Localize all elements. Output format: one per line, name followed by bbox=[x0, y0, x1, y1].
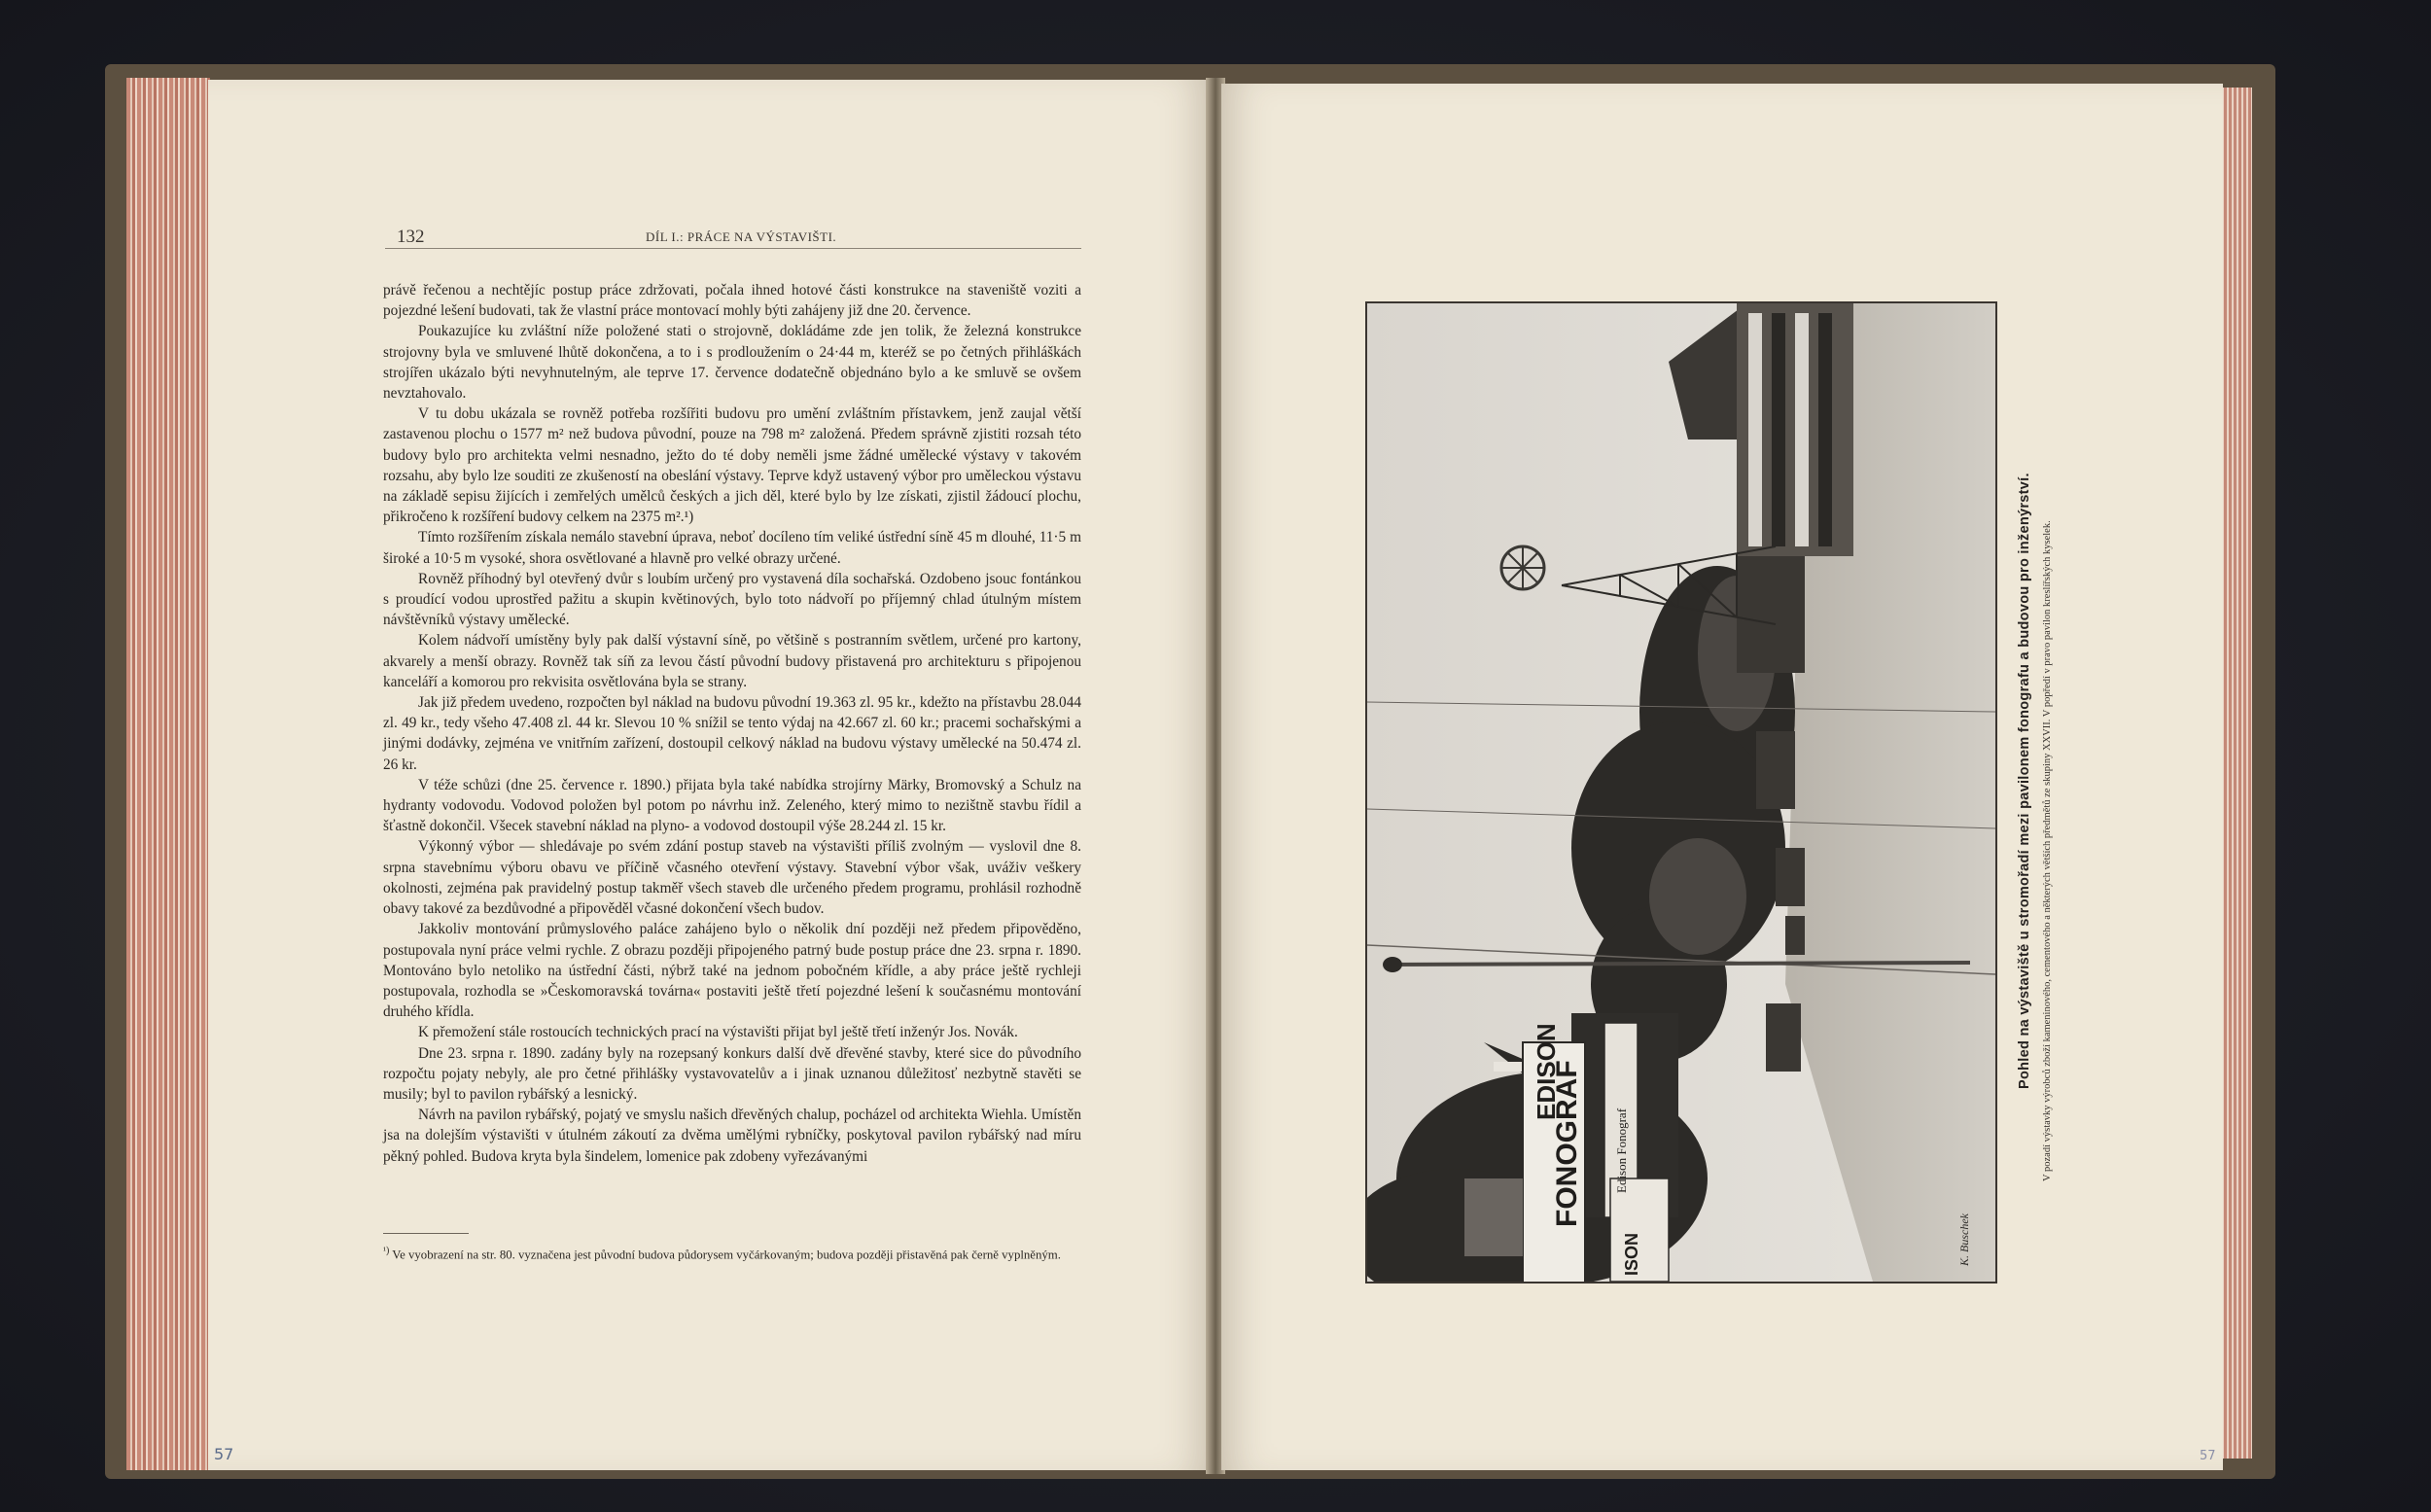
corner-pencil-mark-left: 57 bbox=[214, 1445, 234, 1463]
right-page-stack-edges bbox=[2219, 88, 2252, 1459]
fonograf-text: FONOGRAF bbox=[1551, 1060, 1583, 1227]
running-head-rule bbox=[385, 248, 1081, 249]
halftone-photograph bbox=[1365, 301, 1997, 1283]
lamp-post bbox=[1387, 963, 1970, 965]
paragraph: Rovněž příhodný byl otevřený dvůr s loubím určený pro vystavená díla sochařská. Ozdobeno jsouc fontánkou s proudící vodou uprostřed pažitu a skupin květinových, bylo toto nádvoří po příjemný chlad útulným místem návštěvníků výstavy umělecké. bbox=[383, 570, 1081, 629]
small-sign-text: Edison Fonograf bbox=[1614, 1108, 1629, 1193]
paragraph: V téže schůzi (dne 25. července r. 1890.) přijata byla také nabídka strojírny Märky, Bromovský a Schulz na hydranty vodovodu. Vodovod položen byl potom po návrhu inž. Zeleného, který mimo to nezištně stavbu řídil a šťastně dokončil. Všecek stavební náklad na plyno- a vodovod dostoupil výše 28.244 zl. 15 kr. bbox=[383, 776, 1081, 835]
footnote-marker: ¹) bbox=[383, 1246, 390, 1256]
paragraph: Výkonný výbor — shledávaje po svém zdání postup staveb na výstavišti příliš zvolným — vyslovil dne 8. srpna stavebnímu výboru obavu ve příčině včasného otevření výstavy. Stavební výbor však, uváživ veškery okolnosti, zejména pak pravidelný postup takměř všech staveb dle určeného předem programu, prohlásil rozhodně obavy takové za bezdůvodné a připověděl včasné dokončení všech budov. bbox=[383, 838, 1081, 918]
paragraph: K přemožení stále rostoucích technických prací na výstavišti přijat byl ještě třetí inženýr Jos. Novák. bbox=[418, 1024, 1018, 1041]
paragraph: právě řečenou a nechtějíc postup práce zdržovati, počala ihned hotové části konstrukce na staveniště voziti a pojezdné lešení budovati, tak že vlastní práce montovací mohly býti zahájeny již dne 20. července. bbox=[383, 282, 1081, 320]
running-title: DÍL I.: PRÁCE NA VÝSTAVIŠTI. bbox=[646, 229, 837, 244]
paragraph: Jakkoliv montování průmyslového paláce zahájeno bylo o několik dní později než předem připověděno, postupovala nyní práce velmi rychle. Z obrazu později připojeného patrný bude postup práce dne 23. srpna r. 1890. Montováno bylo netoliko na ústřední části, nýbrž také na jednom pobočném křídle, a aby práce ještě rychleji postupovala, rozhodla se »Českomoravská továrna« postaviti ještě třetí pojezdné lešení k současnému montování druhého křídla. bbox=[383, 921, 1081, 1021]
corner-pencil-mark-right: 57 bbox=[2200, 1449, 2216, 1463]
footnote bbox=[383, 1243, 1081, 1263]
paragraph: V tu dobu ukázala se rovněž potřeba rozšířiti budovu pro umění zvláštním přístavkem, jenž zaujal větší zastavenou plochu o 1577 m² než budova původní, pouze na 798 m² založená. Předem správně zjistiti rozsah této budovy bylo pro architekta velmi nesnadno, ježto do té doby neměli jsme žádné umělecké výstavy v takovém rozsahu, aby bylo lze souditi ze zkušeností na obeslání výstavy. Teprve když ustavený výbor pro uměleckou výstavu na základě sepisu žijících i zemřelých umělců českých a jich děl, které bylo by lze získati, zjistil žádoucí plochu, přikročeno k rozšíření budovy celkem na 2375 m².¹) bbox=[383, 405, 1081, 526]
paragraph: Návrh na pavilon rybářský, pojatý ve smyslu našich dřevěných chalup, pocházel od architekta Wiehla. Umístěn jsa na dolejším výstavišti v útulném zákoutí za dvěma umělými rybníčky, poskytoval pavilon rybářský nad míru pěkný pohled. Budova kryta byla šindelem, lomenice pak zdobeny vyřezávanými bbox=[383, 1107, 1081, 1165]
lower-sign-text: ISON bbox=[1622, 1232, 1641, 1276]
pennant-flag bbox=[1494, 1062, 1523, 1072]
paragraph: Dne 23. srpna r. 1890. zadány byly na rozepsaný konkurs další dvě dřevěné stavby, které sice do původního rozpočtu pojaty nebyly, ale pro četné přihlášky vystavovatelův a i jinak uznanou důležitosť nezbytně stavěti se musily; byl to pavilon rybářský a lesnický. bbox=[383, 1044, 1081, 1103]
paragraph: Jak již předem uvedeno, rozpočten byl náklad na budovu původní 19.363 zl. 95 kr., kdežto na přístavbu 28.044 zl. 49 kr., tedy všeho 47.408 zl. 44 kr. Slevou 10 % snížil se tento výdaj na 42.667 zl. 60 kr.; pracemi sochařskými a jinými dodávky, zejména ve vnitřním zařízení, dostoupil celkový náklad na budovu výstavy umělecké na 50.474 zl. 26 kr. bbox=[383, 694, 1081, 773]
page-number: 132 bbox=[397, 227, 425, 247]
paragraph: Tímto rozšířením získala nemálo stavební úprava, neboť docíleno tím veliké ústřední síně 45 m dlouhé, 11·5 m široké a 10·5 m vysoké, shora osvětlované a hlavně pro velké obrazy určené. bbox=[383, 529, 1081, 567]
shed bbox=[1464, 1178, 1523, 1256]
edison-text: EDISON bbox=[1532, 1023, 1561, 1120]
photo-caption-text: V pozadí výstavky výrobců zboží kameninového, cementového a některých větších předmětů ze skupiny XXVII. V popředí v pravo pavilon kreslířských kyselek. bbox=[2042, 520, 2053, 1181]
paragraph: Kolem nádvoří umístěny byly pak další výstavní síně, po většině s postranním světlem, určené pro kartony, akvarely a menší obrazy. Rovněž tak síň za levou částí původní budovy přistavená pro architekturu s připojenou kanceláří a komorou pro rekvisita osvětlována byla se strany. bbox=[383, 632, 1081, 690]
photographer-signature: K. Buschek bbox=[1957, 1213, 1971, 1266]
photo-illustration bbox=[1367, 303, 1995, 1282]
body-text bbox=[383, 280, 1081, 1167]
footnote-rule bbox=[383, 1233, 469, 1234]
footnote-text: Ve vyobrazení na str. 80. vyznačena jest původní budova půdorysem vyčárkovaným; budova později přistavěná pak černě vyplněným. bbox=[392, 1248, 1061, 1262]
photo-caption-title: Pohled na výstaviště u stromořadí mezi pavilonem fonografu a budovou pro inženýrství. bbox=[2017, 473, 2032, 1089]
left-page-stack-edges bbox=[126, 78, 210, 1470]
paragraph: Poukazujíce ku zvláštní níže položené stati o strojovně, dokládáme zde jen tolik, že železná konstrukce strojovny byla ve smluvené lhůtě dokončena, a to i s prodloužením o 24·44 m, kteréž se po četných přihláškách strojířen ukázalo býti nevyhnutelným, ale teprve 17. července dodatečně objednáno bylo a ke smluvě se ovšem nevztahovalo. bbox=[383, 323, 1081, 403]
lamp-icon bbox=[1383, 957, 1402, 972]
running-head bbox=[397, 229, 1083, 247]
